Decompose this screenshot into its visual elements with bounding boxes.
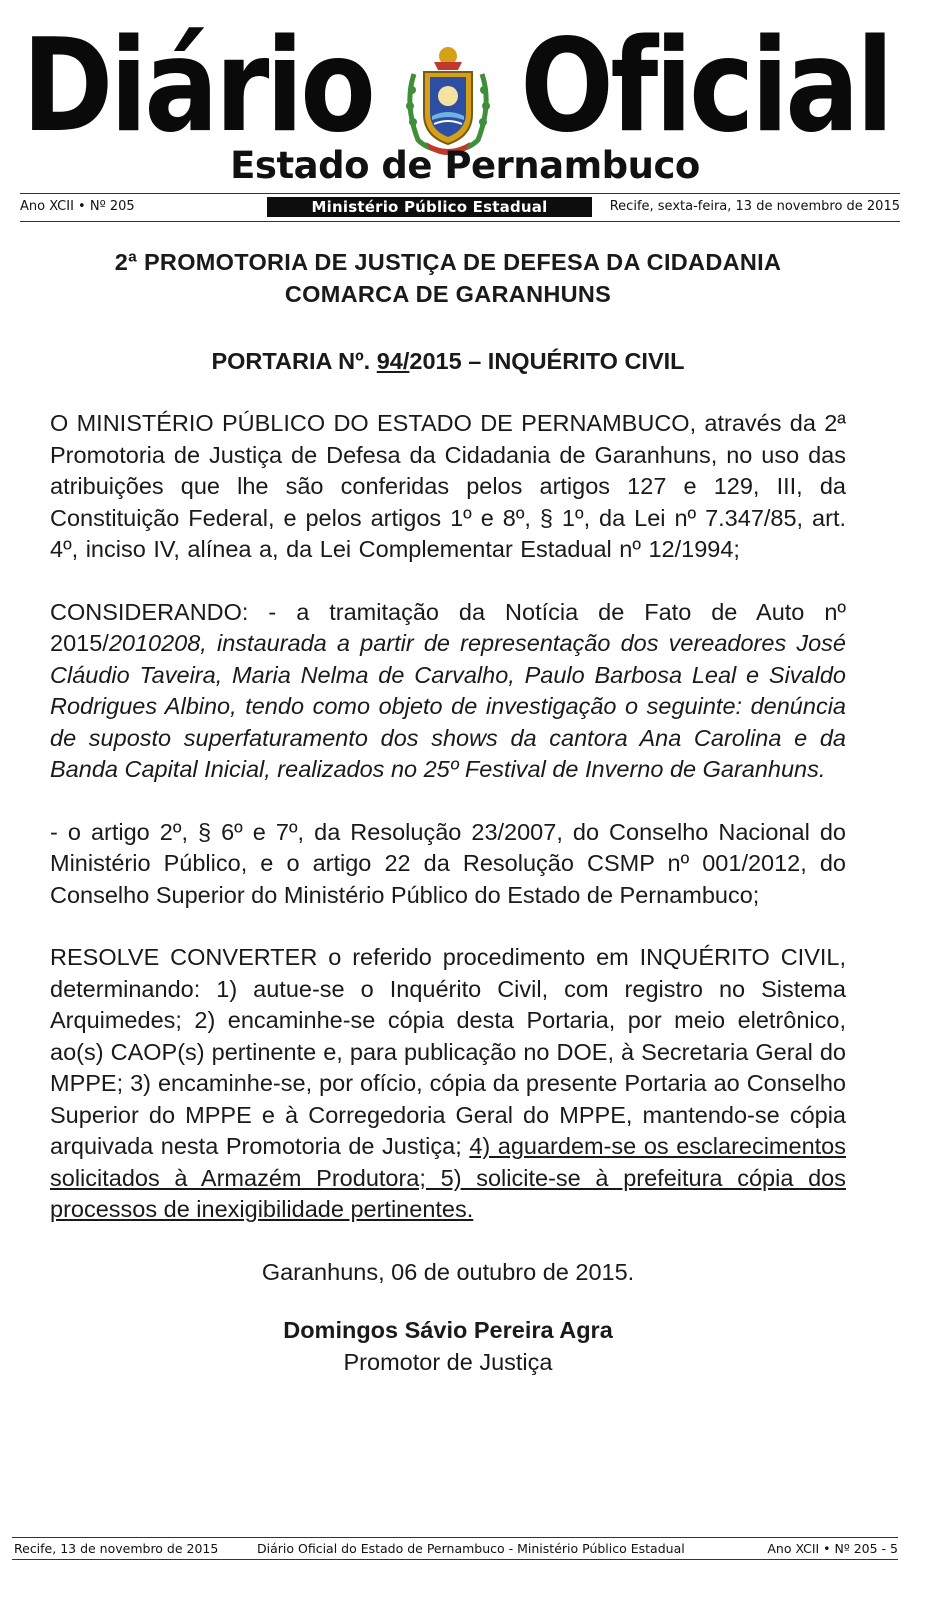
considerando-italic: 2010208, instaurada a partir de representação dos vereadores José Cláudio Taveira, Maria Nelma de Carvalho, Paulo Barbosa Leal e Sivaldo Rodrigues Albino, tendo como objeto de investigação o seguinte: denúncia de suposto superfaturamento dos shows da cantora Ana Carolina e da Banda Capital Inicial, realizados no 25º Festival de Inverno de Garanhuns. (50, 630, 846, 782)
organization-line-2: COMARCA DE GARANHUNS (284, 281, 612, 307)
organization-line-1: 2ª PROMOTORIA DE JUSTIÇA DE DEFESA DA CIDADANIA (114, 249, 782, 275)
portaria-suffix: 2015 – INQUÉRITO CIVIL (409, 348, 685, 374)
place-date: Garanhuns, 06 de outubro de 2015. (261, 1258, 635, 1285)
footer-date: Recife, 13 de novembro de 2015 (14, 1541, 219, 1556)
footer-rule-top (12, 1537, 898, 1538)
artigo-paragraph: - o artigo 2º, § 6º e 7º, da Resolução 23/2007, do Conselho Nacional do Ministério Público, e o artigo 22 da Resolução CSMP nº 001/2012, do Conselho Superior do Ministério Público do Estado de Pernambuco; (50, 818, 846, 908)
edition-number: Ano XCII • Nº 205 (20, 199, 135, 214)
signer-name: Domingos Sávio Pereira Agra (283, 1317, 613, 1343)
portaria-number: 94/ (376, 348, 410, 374)
header-rule-top (20, 193, 900, 194)
masthead-title-left: Diário (22, 12, 373, 161)
considerando-lead: CONSIDERANDO: - a tramitação da Notícia de Fato de Auto nº 2015/ (50, 598, 846, 656)
considerando-paragraph (50, 597, 846, 786)
pernambuco-crest-icon (404, 44, 492, 156)
masthead-subtitle: Estado de Pernambuco (230, 144, 700, 187)
footer-page-number: Ano XCII • Nº 205 - 5 (767, 1541, 898, 1556)
signer-role: Promotor de Justiça (343, 1348, 553, 1375)
section-banner: Ministério Público Estadual (267, 197, 592, 217)
masthead (0, 12, 930, 187)
resolve-paragraph (50, 942, 846, 1226)
page-footer (14, 1539, 898, 1561)
publication-date: Recife, sexta-feira, 13 de novembro de 2015 (609, 199, 900, 214)
masthead-title-right: Oficial (519, 12, 890, 161)
resolve-underlined-text: 4) aguardem-se os esclarecimentos solicitados à Armazém Produtora; 5) solicite-se à prefeitura cópia dos processos de inexigibilidade pertinentes. (50, 1133, 846, 1222)
portaria-heading (50, 345, 846, 377)
footer-rule-bottom (12, 1559, 898, 1560)
header-rule-bottom (20, 221, 900, 222)
portaria-prefix: PORTARIA Nº. (211, 348, 377, 374)
resolve-text: RESOLVE CONVERTER o referido procedimento em INQUÉRITO CIVIL, determinando: 1) autue-se o Inquérito Civil, com registro no Sistema Arquimedes; 2) encaminhe-se cópia desta Portaria, por meio eletrônico, ao(s) CAOP(s) pertinente e, para publicação no DOE, à Secretaria Geral do MPPE; 3) encaminhe-se, por ofício, cópia da presente Portaria ao Conselho Superior do MPPE e à Corregedoria Geral do MPPE, mantendo-se cópia arquivada nesta Promotoria de Justiça; (50, 944, 846, 1159)
document-body (50, 246, 846, 1378)
organization-heading (50, 246, 846, 310)
intro-paragraph: O MINISTÉRIO PÚBLICO DO ESTADO DE PERNAMBUCO, através da 2ª Promotoria de Justiça de Defesa da Cidadania de Garanhuns, no uso das atribuições que lhe são conferidas pelos artigos 127 e 129, III, da Constituição Federal, e pelos artigos 1º e 8º, § 1º, da Lei nº 7.347/85, art. 4º, inciso IV, alínea a, da Lei Complementar Estadual nº 12/1994; (50, 410, 846, 562)
edition-info-bar (20, 195, 900, 219)
footer-publication: Diário Oficial do Estado de Pernambuco - Ministério Público Estadual (257, 1541, 685, 1556)
